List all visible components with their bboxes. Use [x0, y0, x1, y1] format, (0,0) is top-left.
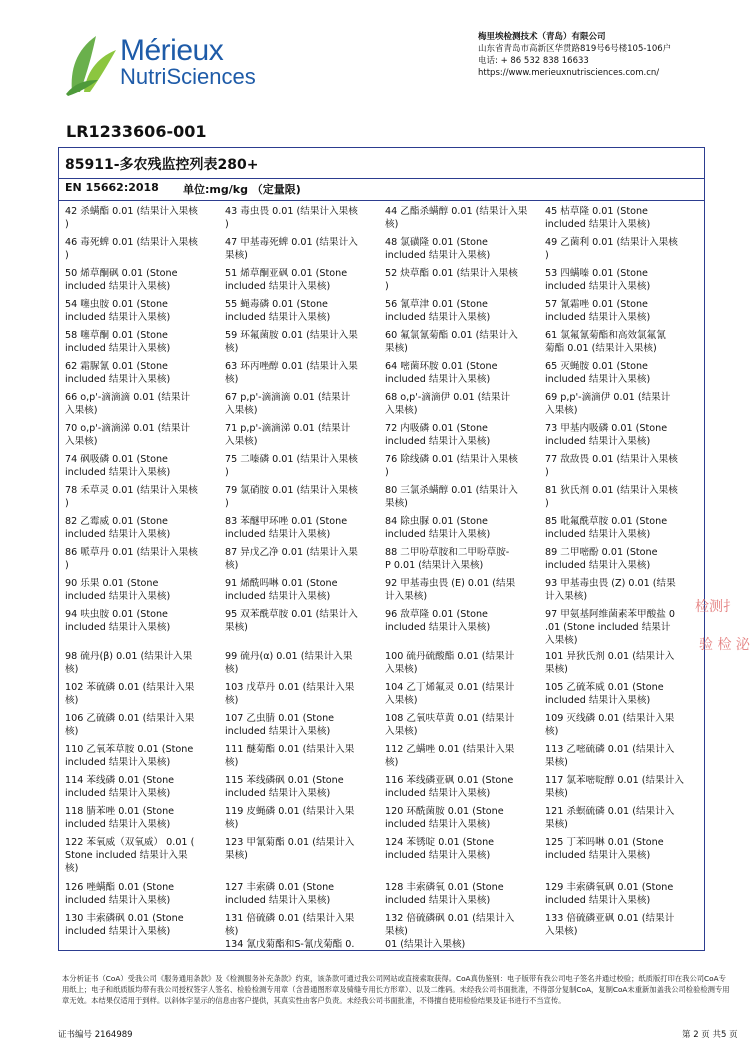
table-row	[65, 881, 705, 912]
analyte-cell: 68 o,p'-滴滴伊 0.01 (结果计 入果核)	[385, 392, 511, 416]
analyte-cell: 89 二甲嘧酚 0.01 (Stone included 结果计入果核)	[545, 547, 658, 571]
partial-seal-stamp	[695, 590, 750, 668]
analyte-cell: 102 苯硫磷 0.01 (结果计入果 核)	[65, 682, 195, 706]
analyte-cell: 56 氰草津 0.01 (Stone included 结果计入果核)	[385, 299, 491, 323]
table-row	[65, 484, 705, 515]
analyte-cell: 49 乙菌利 0.01 (结果计入果核 )	[545, 237, 678, 261]
page-number: 第 2 页 共5 页	[682, 1030, 738, 1040]
analyte-cell: 117 氯苯嘧啶醇 0.01 (结果计入 果核)	[545, 775, 684, 799]
table-row	[65, 422, 705, 453]
disclaimer-note: 本分析证书（CoA）受我公司《服务通用条款》及《检测服务补充条款》约束，该条款可通过我公司网站或直接索取获得。CoA真伪鉴别：电子版带有我公司电子签名并通过校验；纸质版打印在我公司CoA专用纸上；电子和纸质版均带有我公司授权签字人签名、检验检测专用章（含普通图形章及骑缝专用长方形章）、以及二维码。未经我公司书面批准，不得部分复制CoA，复制CoA未重新加盖我公司检验检测专用章无效。本结果仅适用于到样。以斜体字显示的信息由客户提供，其真实性由客户负责。未经我公司书面批准，不得擅自使用检验结果及证书进行不当宣传。	[62, 974, 730, 1005]
analyte-cell: 106 乙硫磷 0.01 (结果计入果 核)	[65, 713, 195, 737]
analyte-cell: 43 毒虫畏 0.01 (结果计入果核 )	[225, 206, 358, 230]
method-divider	[59, 200, 704, 201]
report-id: LR1233606-001	[66, 122, 207, 141]
analyte-cell: 84 除虫脲 0.01 (Stone included 结果计入果核)	[385, 516, 491, 540]
analyte-cell: 109 灭线磷 0.01 (结果计入果 核)	[545, 713, 675, 737]
table-row	[65, 205, 705, 236]
company-info	[478, 31, 743, 79]
stamp-text-line1: 检测扌	[695, 599, 737, 615]
analyte-cell: 62 霜脲氰 0.01 (Stone included 结果计入果核)	[65, 361, 171, 385]
analyte-cell: 59 环氟菌胺 0.01 (结果计入果 核)	[225, 330, 358, 354]
certificate-number: 证书编号 2164989	[58, 1030, 133, 1040]
analyte-cell: 132 倍硫磷砜 0.01 (结果计入 果核) 01 (结果计入果核)	[385, 913, 515, 950]
analyte-cell: 112 乙螨唑 0.01 (结果计入果 核)	[385, 744, 515, 768]
table-row	[65, 546, 705, 577]
analyte-cell: 120 环酰菌胺 0.01 (Stone included 结果计入果核)	[385, 806, 504, 830]
table-row	[65, 774, 705, 805]
analyte-cell: 101 异狄氏剂 0.01 (结果计入 果核)	[545, 651, 675, 675]
analyte-cell: 77 敌敌畏 0.01 (结果计入果核 )	[545, 454, 678, 478]
analyte-cell: 113 乙嘧硫磷 0.01 (结果计入 果核)	[545, 744, 675, 768]
analyte-cell: 79 氯硝胺 0.01 (结果计入果核 )	[225, 485, 358, 509]
analyte-cell: 67 p,p'-滴滴滴 0.01 (结果计 入果核)	[225, 392, 351, 416]
analyte-cell: 121 杀螟硫磷 0.01 (结果计入 果核)	[545, 806, 675, 830]
table-row	[65, 650, 705, 681]
analyte-cell: 75 二嗪磷 0.01 (结果计入果核 )	[225, 454, 358, 478]
table-title: 85911-多农残监控列表280+	[65, 157, 259, 173]
analyte-cell: 90 乐果 0.01 (Stone included 结果计入果核)	[65, 578, 171, 602]
analyte-cell: 118 腈苯唑 0.01 (Stone included 结果计入果核)	[65, 806, 175, 830]
table-row	[65, 391, 705, 422]
analyte-cell: 108 乙氧呋草黄 0.01 (结果计 入果核)	[385, 713, 515, 737]
analyte-cell: 103 戊草丹 0.01 (结果计入果 核)	[225, 682, 355, 706]
results-table	[58, 147, 705, 951]
analyte-cell: 80 三氯杀螨醇 0.01 (结果计入 果核)	[385, 485, 518, 509]
analyte-cell: 129 丰索磷氧砜 0.01 (Stone included 结果计入果核)	[545, 882, 674, 906]
analyte-cell: 105 乙硫苯威 0.01 (Stone included 结果计入果核)	[545, 682, 664, 706]
analyte-cell: 81 狄氏剂 0.01 (结果计入果核 )	[545, 485, 678, 509]
company-name: 梅里埃检测技术（青岛）有限公司	[478, 32, 606, 42]
analyte-cell: 122 苯氧威（双氧威） 0.01 ( Stone included 结果计入果 核)	[65, 837, 195, 874]
analyte-cell: 95 双苯酰草胺 0.01 (结果计入 果核)	[225, 609, 358, 633]
table-row	[65, 329, 705, 360]
analyte-cell: 126 唑螨酯 0.01 (Stone included 结果计入果核)	[65, 882, 175, 906]
analyte-cell: 127 丰索磷 0.01 (Stone included 结果计入果核)	[225, 882, 335, 906]
analyte-cell: 54 噻虫胺 0.01 (Stone included 结果计入果核)	[65, 299, 171, 323]
table-row	[65, 743, 705, 774]
table-row	[65, 577, 705, 608]
table-row	[65, 298, 705, 329]
analyte-cell: 46 毒死蜱 0.01 (结果计入果核 )	[65, 237, 198, 261]
analyte-cell: 48 氯磺隆 0.01 (Stone included 结果计入果核)	[385, 237, 491, 261]
analyte-cell: 133 倍硫磷亚砜 0.01 (结果计 入果核)	[545, 913, 675, 937]
table-row	[65, 515, 705, 546]
analyte-cell: 91 烯酰吗啉 0.01 (Stone included 结果计入果核)	[225, 578, 338, 602]
analyte-cell: 86 哌草丹 0.01 (结果计入果核 )	[65, 547, 198, 571]
table-row	[65, 236, 705, 267]
analyte-cell: 63 环丙唑醇 0.01 (结果计入果 核)	[225, 361, 358, 385]
table-row	[65, 453, 705, 484]
analyte-cell: 82 乙霉威 0.01 (Stone included 结果计入果核)	[65, 516, 171, 540]
analyte-cell: 111 醚菊酯 0.01 (结果计入果 核)	[225, 744, 355, 768]
logo-leaf-icon	[62, 30, 122, 100]
analyte-grid	[65, 205, 705, 952]
analyte-cell: 130 丰索磷砜 0.01 (Stone included 结果计入果核)	[65, 913, 184, 937]
company-phone: 电话: + 86 532 838 16633	[478, 56, 589, 66]
analyte-cell: 96 敌草隆 0.01 (Stone included 结果计入果核)	[385, 609, 491, 633]
analyte-cell: 128 丰索磷氧 0.01 (Stone included 结果计入果核)	[385, 882, 504, 906]
title-divider	[59, 178, 704, 179]
analyte-cell: 119 皮蝇磷 0.01 (结果计入果 核)	[225, 806, 355, 830]
analyte-cell: 116 苯线磷亚砜 0.01 (Stone included 结果计入果核)	[385, 775, 514, 799]
analyte-cell: 88 二甲吩草胺和二甲吩草胺- P 0.01 (结果计入果核)	[385, 547, 510, 571]
method-standard: EN 15662:2018	[65, 181, 159, 194]
analyte-cell: 42 杀螨酯 0.01 (结果计入果核 )	[65, 206, 198, 230]
company-address: 山东省青岛市高新区华贯路819号6号楼105-106户	[478, 44, 672, 54]
analyte-cell: 57 氰霜唑 0.01 (Stone included 结果计入果核)	[545, 299, 651, 323]
analyte-cell: 100 硫丹硫酸酯 0.01 (结果计 入果核)	[385, 651, 515, 675]
table-row	[65, 836, 705, 881]
table-row	[65, 805, 705, 836]
analyte-cell: 125 丁苯吗啉 0.01 (Stone included 结果计入果核)	[545, 837, 664, 861]
analyte-cell: 58 噻草酮 0.01 (Stone included 结果计入果核)	[65, 330, 171, 354]
analyte-cell: 44 乙酯杀螨醇 0.01 (结果计入果 核)	[385, 206, 528, 230]
analyte-cell: 85 吡氟酰草胺 0.01 (Stone included 结果计入果核)	[545, 516, 668, 540]
analyte-cell: 104 乙丁烯氟灵 0.01 (结果计 入果核)	[385, 682, 515, 706]
analyte-cell: 114 苯线磷 0.01 (Stone included 结果计入果核)	[65, 775, 175, 799]
analyte-cell: 73 甲基内吸磷 0.01 (Stone included 结果计入果核)	[545, 423, 668, 447]
analyte-cell: 51 烯草酮亚砜 0.01 (Stone included 结果计入果核)	[225, 268, 348, 292]
analyte-cell: 124 苯锈啶 0.01 (Stone included 结果计入果核)	[385, 837, 495, 861]
unit-label: 单位:mg/kg （定量限)	[183, 183, 301, 196]
analyte-cell: 47 甲基毒死蜱 0.01 (结果计入 果核)	[225, 237, 358, 261]
analyte-cell: 83 苯醚甲环唑 0.01 (Stone included 结果计入果核)	[225, 516, 348, 540]
table-row	[65, 360, 705, 391]
company-website[interactable]: https://www.merieuxnutrisciences.com.cn/	[478, 68, 660, 78]
analyte-cell: 45 枯草隆 0.01 (Stone included 结果计入果核)	[545, 206, 651, 230]
analyte-cell: 65 灭蝇胺 0.01 (Stone included 结果计入果核)	[545, 361, 651, 385]
analyte-cell: 97 甲氨基阿维菌素苯甲酸盐 0 .01 (Stone included 结果计 入果核)	[545, 609, 675, 646]
analyte-cell: 123 甲氰菊酯 0.01 (结果计入 果核)	[225, 837, 355, 861]
analyte-cell: 69 p,p'-滴滴伊 0.01 (结果计 入果核)	[545, 392, 671, 416]
analyte-cell: 53 四螨嗪 0.01 (Stone included 结果计入果核)	[545, 268, 651, 292]
logo-text-nutrisciences: NutriSciences	[120, 64, 256, 89]
analyte-cell: 71 p,p'-滴滴涕 0.01 (结果计 入果核)	[225, 423, 351, 447]
analyte-cell: 60 氟氯氰菊酯 0.01 (结果计入 果核)	[385, 330, 518, 354]
analyte-cell: 94 呋虫胺 0.01 (Stone included 结果计入果核)	[65, 609, 171, 633]
analyte-cell: 98 硫丹(β) 0.01 (结果计入果 核)	[65, 651, 193, 675]
analyte-cell: 72 内吸磷 0.01 (Stone included 结果计入果核)	[385, 423, 491, 447]
analyte-cell: 55 蝇毒磷 0.01 (Stone included 结果计入果核)	[225, 299, 331, 323]
table-row	[65, 912, 705, 952]
table-row	[65, 681, 705, 712]
table-row	[65, 267, 705, 298]
analyte-cell: 107 乙虫腈 0.01 (Stone included 结果计入果核)	[225, 713, 335, 737]
analyte-cell: 76 除线磷 0.01 (结果计入果核 )	[385, 454, 518, 478]
analyte-cell: 61 氯氟氰菊酯和高效氯氟氰 菊酯 0.01 (结果计入果核)	[545, 330, 666, 354]
analyte-cell: 87 异戊乙净 0.01 (结果计入果 核)	[225, 547, 358, 571]
table-row	[65, 712, 705, 743]
analyte-cell: 74 砜吸磷 0.01 (Stone included 结果计入果核)	[65, 454, 171, 478]
analyte-cell: 50 烯草酮砜 0.01 (Stone included 结果计入果核)	[65, 268, 178, 292]
analyte-cell: 52 炔草酯 0.01 (结果计入果核 )	[385, 268, 518, 292]
analyte-cell: 110 乙氧苯草胺 0.01 (Stone included 结果计入果核)	[65, 744, 194, 768]
analyte-cell: 70 o,p'-滴滴涕 0.01 (结果计 入果核)	[65, 423, 191, 447]
analyte-cell: 99 硫丹(α) 0.01 (结果计入果 核)	[225, 651, 353, 675]
stamp-text-line2: 验 检 泌	[699, 637, 750, 653]
analyte-cell: 93 甲基毒虫畏 (Z) 0.01 (结果 计入果核)	[545, 578, 676, 602]
analyte-cell: 92 甲基毒虫畏 (E) 0.01 (结果 计入果核)	[385, 578, 516, 602]
analyte-cell: 66 o,p'-滴滴滴 0.01 (结果计 入果核)	[65, 392, 191, 416]
logo-text-merieux: Mérieux	[120, 34, 224, 67]
table-row	[65, 608, 705, 650]
analyte-cell: 131 倍硫磷 0.01 (结果计入果 核) 134 氰戊菊酯和S-氰戊菊酯 0.	[225, 913, 355, 950]
analyte-cell: 64 嘧菌环胺 0.01 (Stone included 结果计入果核)	[385, 361, 498, 385]
analyte-cell: 78 禾草灵 0.01 (结果计入果核 )	[65, 485, 198, 509]
analyte-cell: 115 苯线磷砜 0.01 (Stone included 结果计入果核)	[225, 775, 344, 799]
